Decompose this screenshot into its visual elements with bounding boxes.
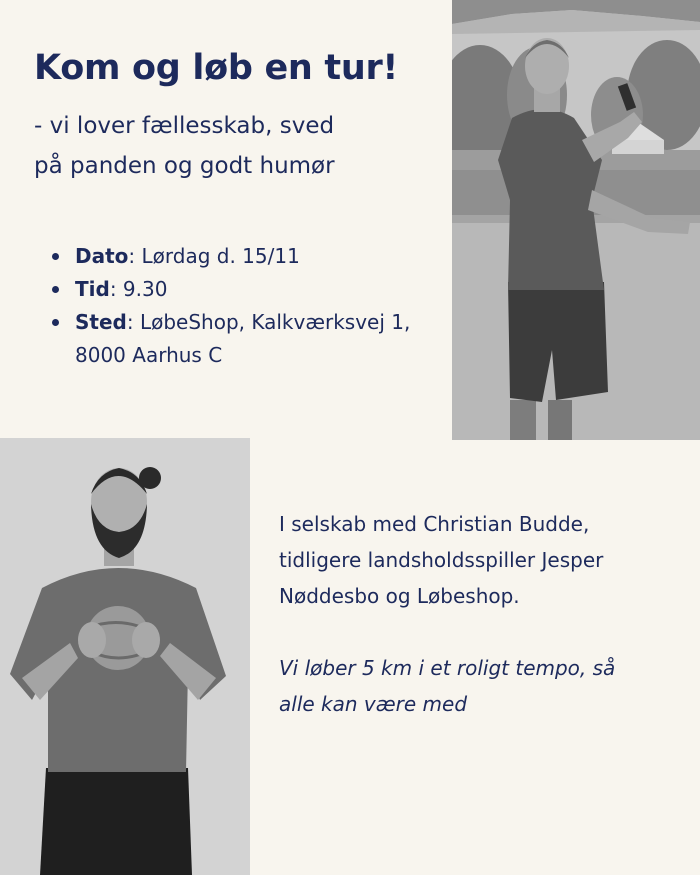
bullet-icon — [52, 319, 59, 326]
subheadline — [34, 106, 444, 186]
event-details-list — [52, 240, 447, 372]
pace-text-line: Vi løber 5 km i et roligt tempo, så — [279, 656, 616, 680]
detail-value-line2: 8000 Aarhus C — [75, 343, 223, 367]
handball-player-photo-illustration — [0, 438, 250, 875]
detail-term: Tid — [75, 277, 110, 301]
handball-player-photo — [0, 438, 250, 875]
headline: Kom og løb en tur! — [34, 48, 399, 88]
pace-text-line: alle kan være med — [279, 692, 468, 716]
company-text — [279, 506, 674, 614]
company-text-line: tidligere landsholdsspiller Jesper — [279, 548, 604, 572]
subheadline-line: på panden og godt humør — [34, 153, 335, 179]
subheadline-line: - vi lover fællesskab, sved — [34, 113, 335, 139]
detail-value: : Lørdag d. 15/11 — [128, 244, 300, 268]
detail-date — [52, 240, 447, 273]
bullet-icon — [52, 286, 59, 293]
company-text-line: Nøddesbo og Løbeshop. — [279, 584, 520, 608]
runner-photo — [452, 0, 700, 440]
detail-place — [52, 306, 447, 372]
company-text-line: I selskab med Christian Budde, — [279, 512, 590, 536]
bullet-icon — [52, 253, 59, 260]
detail-value: : LøbeShop, Kalkværksvej 1, — [126, 310, 411, 334]
pace-text — [279, 650, 674, 722]
runner-photo-illustration — [452, 0, 700, 440]
detail-time — [52, 273, 447, 306]
detail-term: Sted — [75, 310, 127, 334]
detail-term: Dato — [75, 244, 129, 268]
detail-value: : 9.30 — [109, 277, 168, 301]
